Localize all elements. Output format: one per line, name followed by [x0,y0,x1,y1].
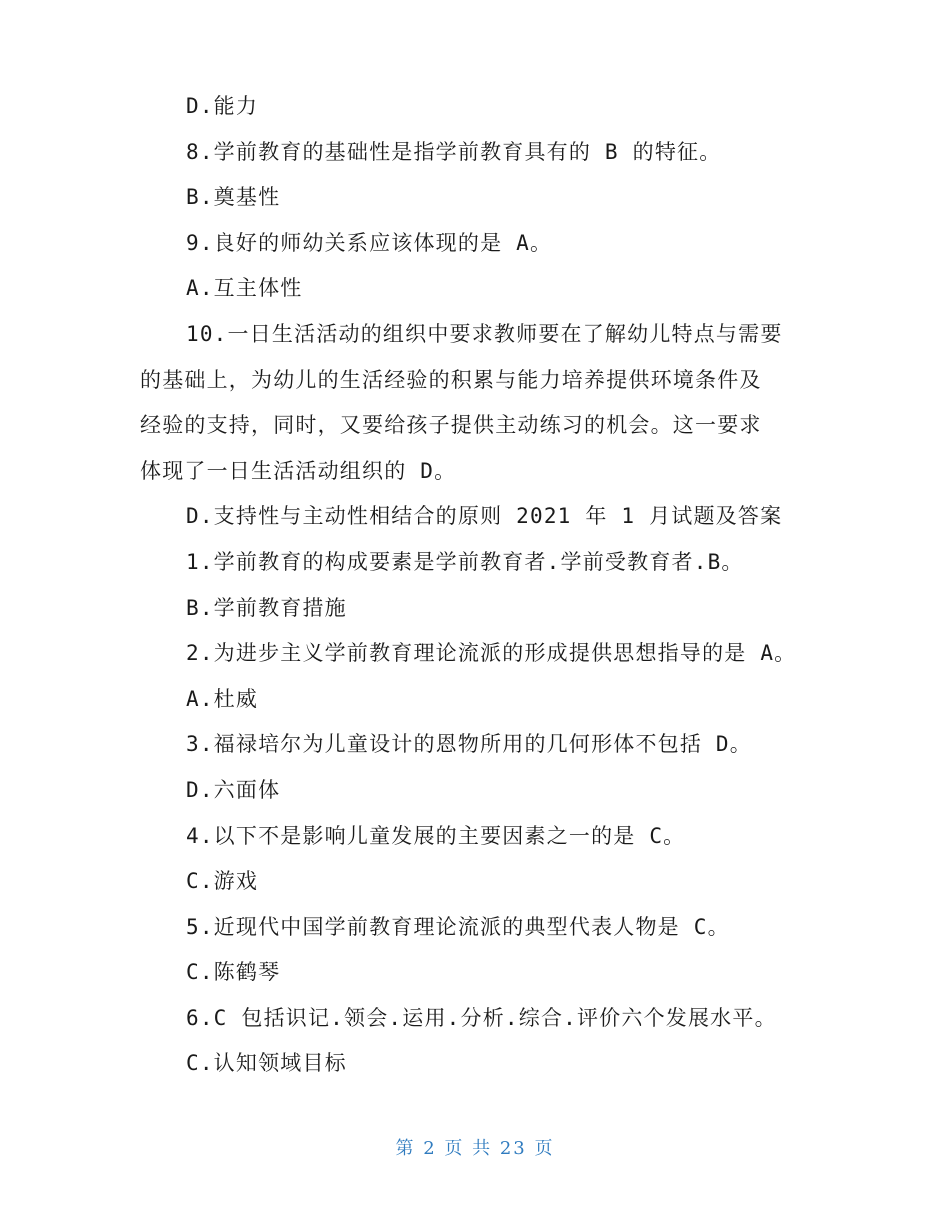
question-line: 3.福禄培尔为儿童设计的恩物所用的几何形体不包括 D。 [186,732,752,757]
question-line: 4.以下不是影响儿童发展的主要因素之一的是 C。 [186,823,686,848]
question-line: 10.一日生活活动的组织中要求教师要在了解幼儿特点与需要 [186,321,783,346]
question-line: 5.近现代中国学前教育理论流派的典型代表人物是 C。 [186,914,730,939]
document-body [140,84,810,1087]
answer-line: B.学前教育措施 [186,595,347,620]
question-line: 2.为进步主义学前教育理论流派的形成提供思想指导的是 A。 [186,641,797,666]
answer-line: B.奠基性 [186,185,281,210]
question-line: 1.学前教育的构成要素是学前教育者.学前受教育者.B。 [186,549,744,574]
answer-line: D.支持性与主动性相结合的原则 2021 年 1 月试题及答案 [186,504,783,529]
question-line: 9.良好的师幼关系应该体现的是 A。 [186,230,553,255]
question-line: 6.C 包括识记.领会.运用.分析.综合.评价六个发展水平。 [186,1005,777,1030]
question-line: 8.学前教育的基础性是指学前教育具有的 B 的特征。 [186,139,722,164]
answer-line: A.杜威 [186,686,259,711]
answer-line: C.认知领域目标 [186,1051,347,1076]
answer-line: D.六面体 [186,777,281,802]
question-continuation-line: 的基础上，为幼儿的生活经验的积累与能力培养提供环境条件及 [140,367,762,392]
answer-line: C.陈鹤琴 [186,960,281,985]
question-continuation-line: 经验的支持，同时，又要给孩子提供主动练习的机会。这一要求 [140,413,762,438]
answer-line: A.互主体性 [186,276,303,301]
answer-line: D.能力 [186,94,259,118]
answer-line: C.游戏 [186,869,259,894]
page-number-footer: 第 2 页 共 23 页 [395,1138,555,1159]
question-continuation-line: 体现了一日生活活动组织的 D。 [140,458,457,483]
